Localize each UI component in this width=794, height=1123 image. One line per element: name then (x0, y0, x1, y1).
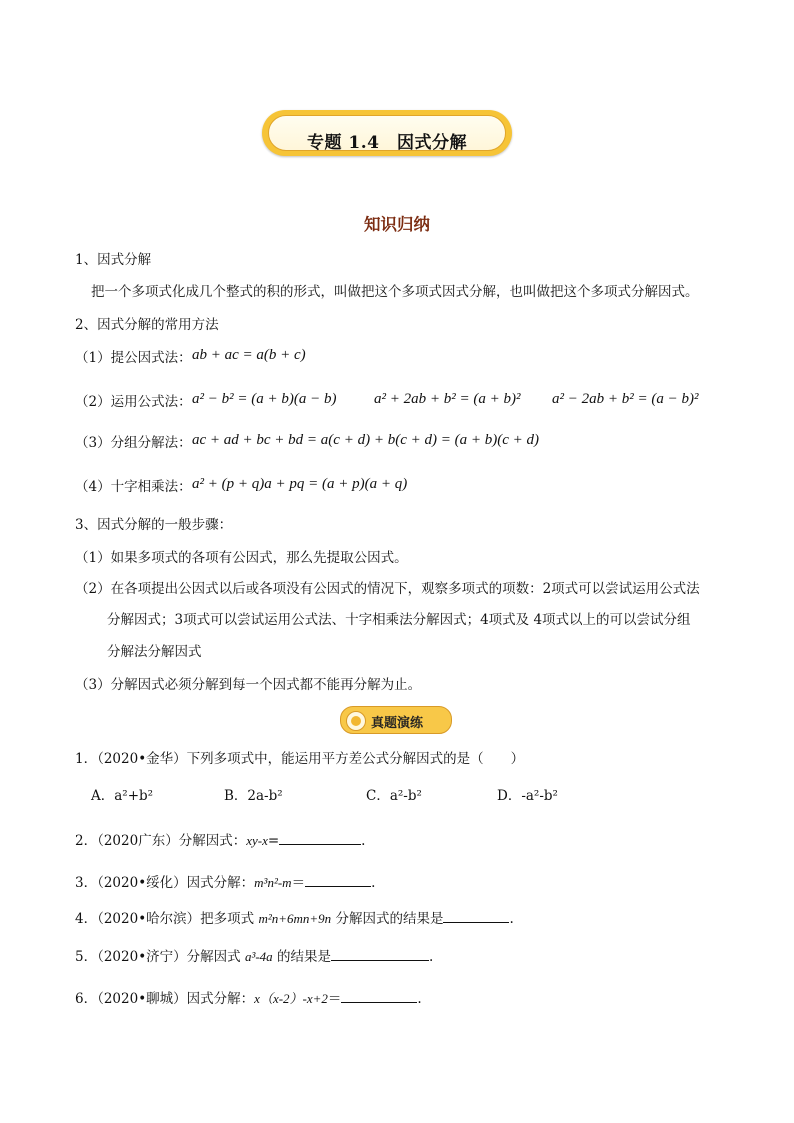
question-5 (75, 946, 433, 966)
question-1-stem: 1．（2020•金华）下列多项式中，能运用平方差公式分解因式的是（ ） (75, 751, 525, 767)
method-1-formula: ab + ac = a(b + c) (192, 347, 306, 363)
method-4-label: （4）十字相乘法： (75, 479, 192, 495)
badge-circle-icon (346, 711, 366, 731)
question-3-prefix: 3．（2020•绥化）因式分解： (75, 875, 255, 891)
method-2-label: （2）运用公式法： (75, 394, 192, 410)
question-4-expression: m²n+6mn+9n (258, 911, 332, 926)
question-6-end: . (417, 991, 422, 1007)
question-5-answer-blank[interactable] (331, 946, 429, 961)
question-4-end: . (509, 911, 514, 927)
question-2-expression: xy-x (246, 833, 268, 848)
method-2-formula-2: a² + 2ab + b² = (a + b)² (374, 391, 521, 407)
knowledge-1-heading: 1、因式分解 (75, 252, 152, 268)
knowledge-2-heading: 2、因式分解的常用方法 (75, 317, 219, 333)
question-1-option-b: B．2a-b² (224, 788, 283, 804)
question-2-answer-blank[interactable] (279, 830, 361, 845)
question-4-answer-blank[interactable] (443, 908, 509, 923)
question-6-expression: x（x-2）-x+2 (254, 991, 328, 1006)
topic-header-inner (268, 115, 506, 151)
knowledge-3-heading: 3、因式分解的一般步骤： (75, 517, 233, 533)
practice-badge (340, 706, 452, 734)
practice-badge-label: 真题演练 (371, 716, 424, 731)
step-2-line-1: （2）在各项提出公因式以后或各项没有公因式的情况下，观察多项式的项数：2项式可以尝试运用公式法 (75, 581, 700, 597)
question-5-prefix: 5．（2020•济宁）分解因式 (75, 949, 245, 965)
method-3-label: （3）分组分解法： (75, 435, 192, 451)
question-5-middle: 的结果是 (272, 949, 331, 965)
question-6-equals: ＝ (327, 991, 342, 1007)
question-4-middle: 分解因式的结果是 (331, 911, 444, 927)
step-2-line-3: 分解法分解因式 (107, 644, 202, 660)
question-2-prefix: 2．（2020广东）分解因式： (75, 833, 247, 849)
question-5-end: . (428, 949, 434, 965)
question-3-end: . (371, 875, 376, 891)
question-4-prefix: 4．（2020•哈尔滨）把多项式 (75, 911, 259, 927)
question-1-option-d: D．-a²-b² (497, 788, 558, 804)
question-5-expression: a³-4a (244, 949, 273, 964)
topic-title: 专题 1.4 因式分解 (307, 133, 467, 153)
topic-header-banner (262, 110, 512, 156)
question-3 (75, 872, 375, 892)
method-4-formula: a² + (p + q)a + pq = (a + p)(a + q) (192, 476, 408, 492)
knowledge-1-body: 把一个多项式化成几个整式的积的形式，叫做把这个多项式因式分解，也叫做把这个多项式分解因式。 (91, 284, 699, 300)
method-2-formula-1: a² − b² = (a + b)(a − b) (192, 391, 337, 407)
question-1-option-c: C．a²-b² (366, 788, 422, 804)
step-1: （1）如果多项式的各项有公因式，那么先提取公因式。 (75, 550, 408, 566)
question-6-prefix: 6．（2020•聊城）因式分解： (75, 991, 255, 1007)
step-3: （3）分解因式必须分解到每一个因式都不能再分解为止。 (75, 677, 422, 693)
question-2-equals: = (267, 833, 280, 849)
step-2-line-2: 分解因式；3项式可以尝试运用公式法、十字相乘法分解因式；4项式及 4项式以上的可以尝试分组 (107, 612, 691, 628)
question-1-option-a: A．a²+b² (91, 788, 154, 804)
question-6-answer-blank[interactable] (341, 988, 417, 1003)
question-3-answer-blank[interactable] (305, 872, 371, 887)
question-3-equals: ＝ (291, 875, 306, 891)
question-4 (75, 908, 514, 928)
question-2-end: . (361, 833, 366, 849)
method-2-formula-3: a² − 2ab + b² = (a − b)² (552, 391, 699, 407)
section-title: 知识归纳 (364, 215, 430, 234)
question-6 (75, 988, 422, 1008)
question-2 (75, 830, 365, 850)
method-1-label: （1）提公因式法： (75, 350, 192, 366)
method-3-formula: ac + ad + bc + bd = a(c + d) + b(c + d) = (a + b)(c + d) (192, 432, 539, 448)
question-3-expression: m³n²-m (254, 875, 292, 890)
